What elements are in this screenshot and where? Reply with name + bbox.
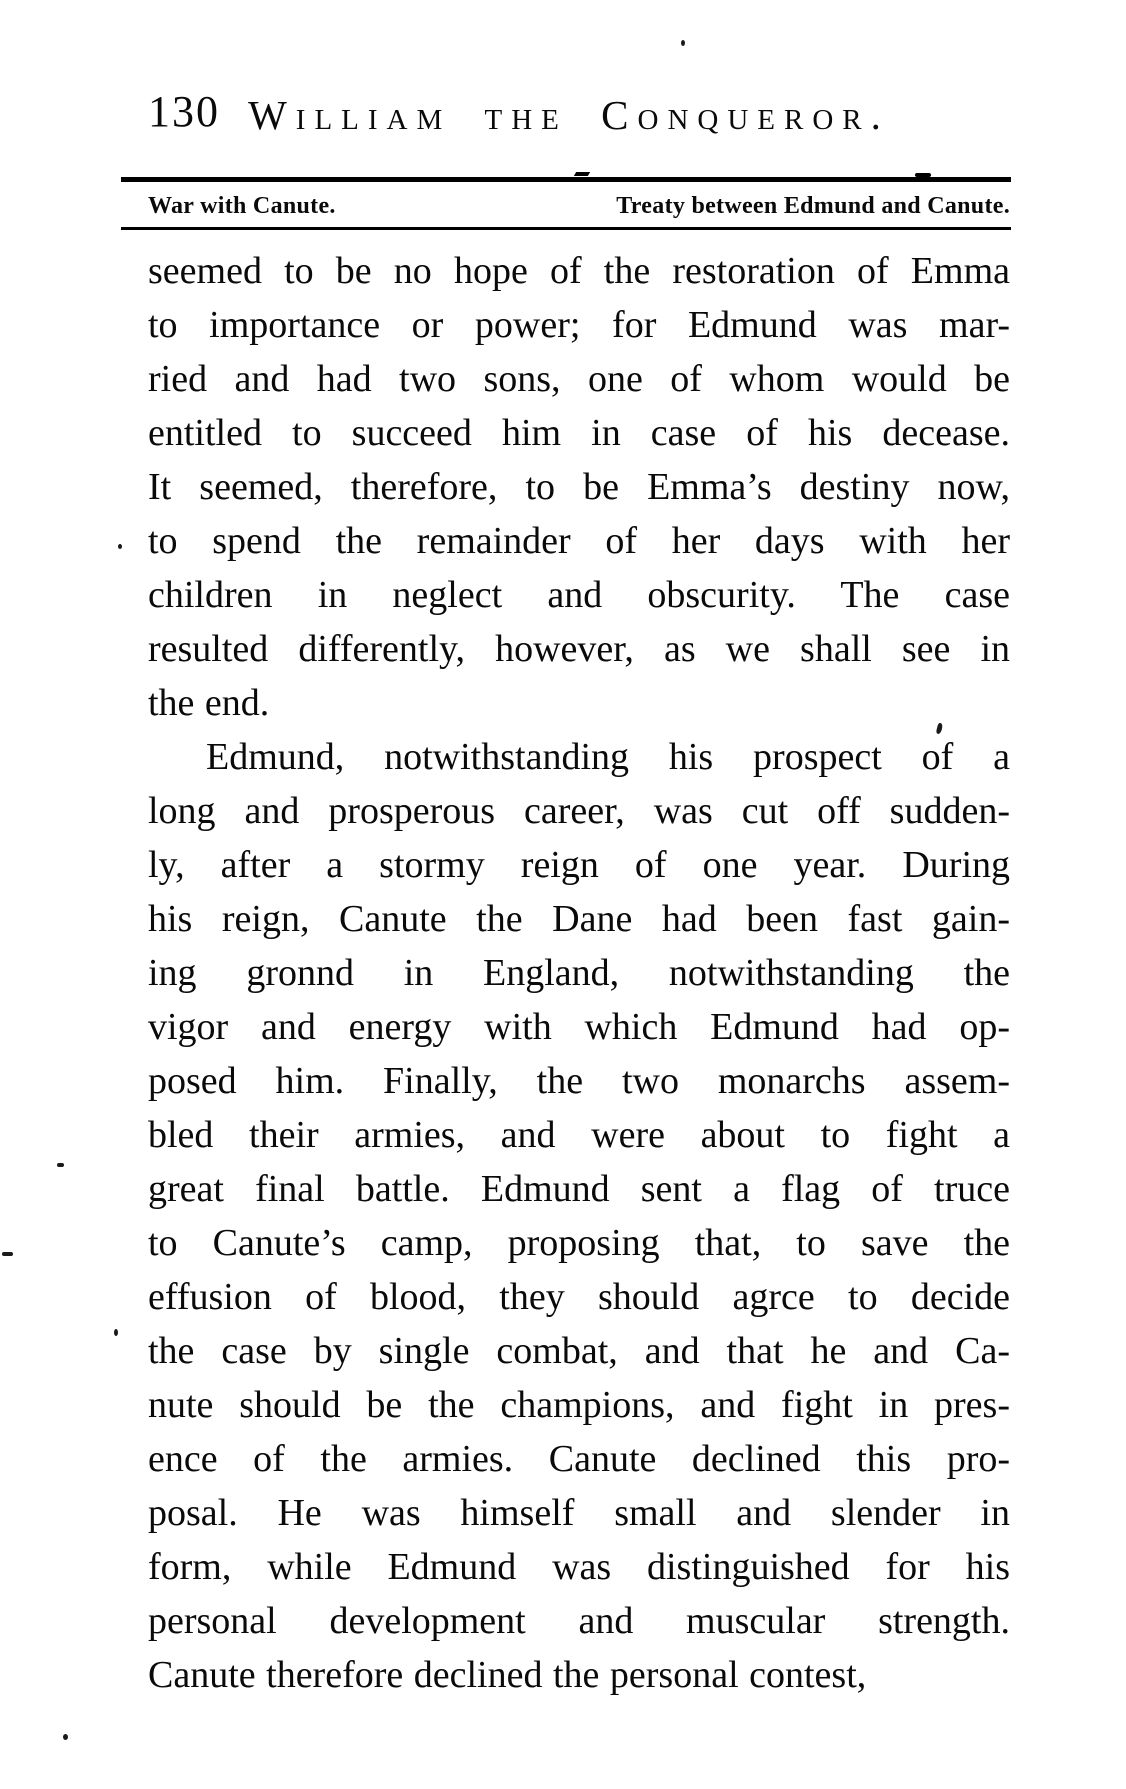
page-number: 130	[148, 87, 220, 136]
section-heading-left: War with Canute.	[148, 193, 336, 219]
running-title: William the Conqueror.	[248, 92, 890, 138]
text-line: nute should be the champions, and fight in pres-	[148, 1384, 1010, 1426]
body-text	[148, 244, 1010, 1702]
scan-artifact	[118, 544, 122, 549]
text-line: to importance or power; for Edmund was mar-	[148, 304, 1010, 346]
text-line: resulted differently, however, as we shall see in	[148, 628, 1010, 670]
text-line: ing gronnd in England, notwithstanding the	[148, 952, 1010, 994]
text-line: posed him. Finally, the two monarchs assem-	[148, 1060, 1010, 1102]
text-line: the end.	[148, 682, 270, 724]
header-rule-top	[121, 177, 1011, 182]
section-headings	[148, 192, 1010, 220]
text-line: long and prosperous career, was cut off sudden-	[148, 790, 1010, 832]
header-rule-bottom	[121, 227, 1011, 230]
text-line: the case by single combat, and that he and Ca-	[148, 1330, 1010, 1372]
text-line: bled their armies, and were about to fight a	[148, 1114, 1010, 1156]
scan-artifact	[57, 1163, 64, 1167]
text-line: great final battle. Edmund sent a flag of truce	[148, 1168, 1010, 1210]
scan-artifact	[2, 1252, 13, 1256]
text-line: his reign, Canute the Dane had been fast gain-	[148, 898, 1010, 940]
text-line: ence of the armies. Canute declined this pro-	[148, 1438, 1010, 1480]
text-line: ly, after a stormy reign of one year. During	[148, 844, 1010, 886]
rule-imperfection	[574, 172, 590, 176]
scan-artifact	[63, 1734, 68, 1740]
text-line: to Canute’s camp, proposing that, to save the	[148, 1222, 1010, 1264]
text-line: Edmund, notwithstanding his prospect of a	[206, 736, 1010, 778]
text-line: entitled to succeed him in case of his decease.	[148, 412, 1010, 454]
text-line: posal. He was himself small and slender in	[148, 1492, 1010, 1534]
scan-artifact	[681, 40, 685, 46]
text-line: ried and had two sons, one of whom would be	[148, 358, 1010, 400]
scan-artifact	[114, 1329, 118, 1336]
text-line: personal development and muscular strength.	[148, 1600, 1010, 1642]
text-line: seemed to be no hope of the restoration of Emma	[148, 250, 1010, 292]
text-line: effusion of blood, they should agrce to decide	[148, 1276, 1010, 1318]
text-line: children in neglect and obscurity. The case	[148, 574, 1010, 616]
text-line: to spend the remainder of her days with her	[148, 520, 1010, 562]
rule-imperfection	[915, 173, 931, 177]
text-line: Canute therefore declined the personal contest,	[148, 1654, 867, 1696]
section-heading-right: Treaty between Edmund and Canute.	[616, 193, 1010, 219]
text-line: vigor and energy with which Edmund had op-	[148, 1006, 1010, 1048]
text-line: It seemed, therefore, to be Emma’s destiny now,	[148, 466, 1010, 508]
text-line: form, while Edmund was distinguished for his	[148, 1546, 1010, 1588]
